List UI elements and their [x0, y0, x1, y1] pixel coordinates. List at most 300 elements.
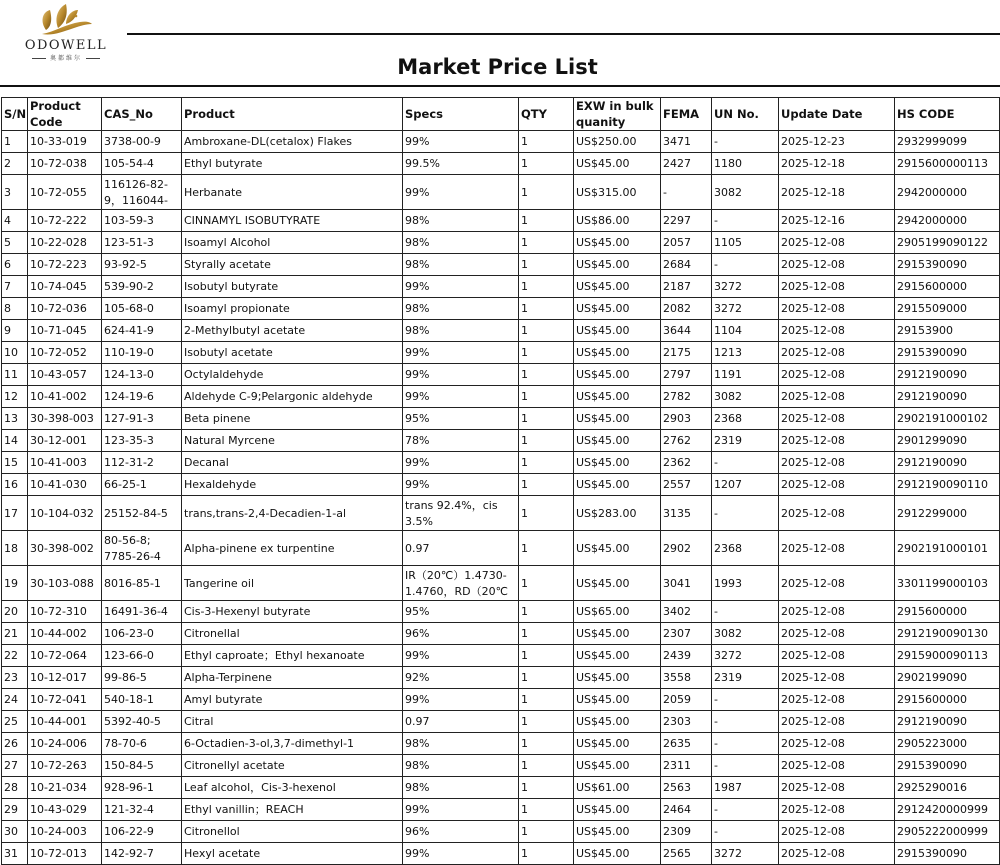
cell-hs-code: 2912190090 — [895, 364, 1000, 386]
column-header-un-no: UN No. — [712, 98, 779, 131]
cell-product-code: 10-43-029 — [28, 799, 102, 821]
cell-exw-price: US$45.00 — [574, 531, 661, 566]
cell-exw-price: US$45.00 — [574, 342, 661, 364]
cell-fema: 3135 — [661, 496, 712, 531]
cell-exw-price: US$45.00 — [574, 755, 661, 777]
cell-product: Alpha-pinene ex turpentine — [182, 531, 403, 566]
cell-exw-price: US$45.00 — [574, 298, 661, 320]
cell-specs: 99.5% — [403, 153, 519, 175]
cell-product: Decanal — [182, 452, 403, 474]
cell-product: 6-Octadien-3-ol,3,7-dimethyl-1 — [182, 733, 403, 755]
cell-exw-price: US$45.00 — [574, 386, 661, 408]
cell-product-code: 10-41-030 — [28, 474, 102, 496]
cell-exw-price: US$45.00 — [574, 667, 661, 689]
cell-product: Citronellyl acetate — [182, 755, 403, 777]
cell-sn: 30 — [2, 821, 28, 843]
column-header-fema: FEMA — [661, 98, 712, 131]
cell-exw-price: US$283.00 — [574, 496, 661, 531]
cell-exw-price: US$45.00 — [574, 623, 661, 645]
table-row — [2, 496, 1000, 531]
cell-hs-code: 2915600000 — [895, 276, 1000, 298]
cell-fema: 2902 — [661, 531, 712, 566]
cell-exw-price: US$250.00 — [574, 131, 661, 153]
cell-hs-code: 2915509000 — [895, 298, 1000, 320]
cell-hs-code: 2915600000 — [895, 601, 1000, 623]
cell-product: Natural Myrcene — [182, 430, 403, 452]
cell-qty: 1 — [519, 254, 574, 276]
cell-un-no: 1191 — [712, 364, 779, 386]
cell-sn: 29 — [2, 799, 28, 821]
table-row — [2, 601, 1000, 623]
cell-un-no: 1207 — [712, 474, 779, 496]
cell-qty: 1 — [519, 799, 574, 821]
cell-update-date: 2025-12-08 — [779, 777, 895, 799]
cell-un-no: 3082 — [712, 175, 779, 210]
table-body — [2, 131, 1000, 865]
cell-un-no: - — [712, 131, 779, 153]
cell-qty: 1 — [519, 452, 574, 474]
cell-update-date: 2025-12-08 — [779, 667, 895, 689]
cell-exw-price: US$65.00 — [574, 601, 661, 623]
cell-un-no: - — [712, 452, 779, 474]
cell-cas-no: 150-84-5 — [102, 755, 182, 777]
cell-update-date: 2025-12-08 — [779, 645, 895, 667]
cell-update-date: 2025-12-18 — [779, 153, 895, 175]
cell-qty: 1 — [519, 153, 574, 175]
cell-qty: 1 — [519, 342, 574, 364]
cell-un-no: 1213 — [712, 342, 779, 364]
cell-update-date: 2025-12-18 — [779, 175, 895, 210]
cell-fema: 2309 — [661, 821, 712, 843]
cell-exw-price: US$45.00 — [574, 733, 661, 755]
cell-qty: 1 — [519, 843, 574, 865]
cell-hs-code: 2915600000113 — [895, 153, 1000, 175]
cell-sn: 12 — [2, 386, 28, 408]
cell-cas-no: 928-96-1 — [102, 777, 182, 799]
cell-qty: 1 — [519, 408, 574, 430]
cell-specs: 99% — [403, 843, 519, 865]
cell-exw-price: US$45.00 — [574, 254, 661, 276]
cell-update-date: 2025-12-08 — [779, 364, 895, 386]
table-row — [2, 131, 1000, 153]
cell-cas-no: 539-90-2 — [102, 276, 182, 298]
cell-update-date: 2025-12-08 — [779, 276, 895, 298]
cell-un-no: 3082 — [712, 386, 779, 408]
cell-product-code: 10-41-003 — [28, 452, 102, 474]
table-row — [2, 175, 1000, 210]
page-title-text: Market Price List — [397, 55, 598, 79]
cell-product: Isoamyl propionate — [182, 298, 403, 320]
cell-fema: 2427 — [661, 153, 712, 175]
header-rule-top — [127, 33, 1000, 35]
cell-product: Beta pinene — [182, 408, 403, 430]
cell-sn: 21 — [2, 623, 28, 645]
cell-specs: 99% — [403, 342, 519, 364]
cell-update-date: 2025-12-08 — [779, 320, 895, 342]
cell-product: Isobutyl butyrate — [182, 276, 403, 298]
cell-sn: 3 — [2, 175, 28, 210]
cell-cas-no: 121-32-4 — [102, 799, 182, 821]
cell-specs: 95% — [403, 408, 519, 430]
cell-specs: 96% — [403, 623, 519, 645]
cell-cas-no: 105-54-4 — [102, 153, 182, 175]
cell-product-code: 10-74-045 — [28, 276, 102, 298]
cell-update-date: 2025-12-08 — [779, 531, 895, 566]
table-row — [2, 777, 1000, 799]
cell-cas-no: 124-13-0 — [102, 364, 182, 386]
cell-qty: 1 — [519, 645, 574, 667]
cell-un-no: 2368 — [712, 531, 779, 566]
cell-fema: 2082 — [661, 298, 712, 320]
cell-hs-code: 2915900090113 — [895, 645, 1000, 667]
column-header-specs: Specs — [403, 98, 519, 131]
cell-fema: 2307 — [661, 623, 712, 645]
table-row — [2, 711, 1000, 733]
cell-sn: 11 — [2, 364, 28, 386]
leaf-logo-icon — [36, 2, 92, 38]
cell-qty: 1 — [519, 755, 574, 777]
cell-product-code: 10-72-222 — [28, 210, 102, 232]
cell-update-date: 2025-12-08 — [779, 430, 895, 452]
cell-specs: 96% — [403, 821, 519, 843]
cell-fema: 2362 — [661, 452, 712, 474]
cell-cas-no: 540-18-1 — [102, 689, 182, 711]
cell-sn: 20 — [2, 601, 28, 623]
cell-product: Ambroxane-DL(cetalox) Flakes — [182, 131, 403, 153]
cell-exw-price: US$315.00 — [574, 175, 661, 210]
cell-un-no: - — [712, 733, 779, 755]
cell-product: trans,trans-2,4-Decadien-1-al — [182, 496, 403, 531]
cell-product: Octylaldehyde — [182, 364, 403, 386]
cell-sn: 26 — [2, 733, 28, 755]
table-header-row — [2, 98, 1000, 131]
cell-qty: 1 — [519, 430, 574, 452]
table-row — [2, 386, 1000, 408]
cell-fema: 2311 — [661, 755, 712, 777]
cell-qty: 1 — [519, 496, 574, 531]
cell-specs: 98% — [403, 320, 519, 342]
cell-hs-code: 2905199090122 — [895, 232, 1000, 254]
cell-hs-code: 2912299000 — [895, 496, 1000, 531]
cell-qty: 1 — [519, 821, 574, 843]
cell-cas-no: 5392-40-5 — [102, 711, 182, 733]
cell-exw-price: US$45.00 — [574, 364, 661, 386]
cell-specs: 0.97 — [403, 711, 519, 733]
cell-exw-price: US$45.00 — [574, 799, 661, 821]
cell-specs: 92% — [403, 667, 519, 689]
cell-hs-code: 2925290016 — [895, 777, 1000, 799]
cell-sn: 1 — [2, 131, 28, 153]
cell-un-no: - — [712, 689, 779, 711]
cell-exw-price: US$45.00 — [574, 689, 661, 711]
cell-cas-no: 105-68-0 — [102, 298, 182, 320]
cell-fema: - — [661, 175, 712, 210]
column-header-product: Product — [182, 98, 403, 131]
cell-hs-code: 2915390090 — [895, 843, 1000, 865]
table-row — [2, 799, 1000, 821]
column-header-sn: S/N — [2, 98, 28, 131]
cell-specs: 99% — [403, 799, 519, 821]
cell-fema: 2303 — [661, 711, 712, 733]
cell-fema: 2297 — [661, 210, 712, 232]
cell-qty: 1 — [519, 364, 574, 386]
table-row — [2, 755, 1000, 777]
table-row — [2, 566, 1000, 601]
brand-subtitle: 奥都维尔 — [8, 53, 124, 62]
cell-cas-no: 106-22-9 — [102, 821, 182, 843]
cell-un-no: - — [712, 254, 779, 276]
cell-hs-code: 2912190090110 — [895, 474, 1000, 496]
table-row — [2, 452, 1000, 474]
cell-fema: 2439 — [661, 645, 712, 667]
cell-product-code: 10-24-006 — [28, 733, 102, 755]
cell-cas-no: 112-31-2 — [102, 452, 182, 474]
cell-un-no: 3272 — [712, 276, 779, 298]
cell-qty: 1 — [519, 777, 574, 799]
cell-product: Citronellol — [182, 821, 403, 843]
cell-fema: 2557 — [661, 474, 712, 496]
cell-cas-no: 110-19-0 — [102, 342, 182, 364]
cell-exw-price: US$45.00 — [574, 276, 661, 298]
cell-specs: 98% — [403, 232, 519, 254]
cell-product: Herbanate — [182, 175, 403, 210]
cell-specs: 98% — [403, 254, 519, 276]
cell-sn: 19 — [2, 566, 28, 601]
cell-sn: 28 — [2, 777, 28, 799]
cell-cas-no: 93-92-5 — [102, 254, 182, 276]
cell-cas-no: 123-35-3 — [102, 430, 182, 452]
cell-un-no: 2319 — [712, 667, 779, 689]
cell-product: Ethyl caproate；Ethyl hexanoate — [182, 645, 403, 667]
cell-sn: 18 — [2, 531, 28, 566]
cell-specs: 98% — [403, 733, 519, 755]
cell-hs-code: 2912420000999 — [895, 799, 1000, 821]
cell-un-no: 3082 — [712, 623, 779, 645]
cell-qty: 1 — [519, 131, 574, 153]
cell-specs: 99% — [403, 689, 519, 711]
cell-sn: 13 — [2, 408, 28, 430]
cell-specs: 98% — [403, 298, 519, 320]
table-row — [2, 342, 1000, 364]
cell-exw-price: US$45.00 — [574, 430, 661, 452]
cell-cas-no: 16491-36-4 — [102, 601, 182, 623]
cell-update-date: 2025-12-08 — [779, 623, 895, 645]
table-row — [2, 210, 1000, 232]
cell-exw-price: US$45.00 — [574, 566, 661, 601]
cell-product-code: 10-72-013 — [28, 843, 102, 865]
cell-product: Alpha-Terpinene — [182, 667, 403, 689]
cell-product: Aldehyde C-9;Pelargonic aldehyde — [182, 386, 403, 408]
cell-fema: 2175 — [661, 342, 712, 364]
cell-hs-code: 2942000000 — [895, 210, 1000, 232]
cell-cas-no: 116126-82-9，116044- — [102, 175, 182, 210]
cell-un-no: - — [712, 711, 779, 733]
page-title — [0, 55, 1000, 79]
column-header-exw-price: EXW in bulk quanity — [574, 98, 661, 131]
cell-update-date: 2025-12-08 — [779, 843, 895, 865]
cell-un-no: 3272 — [712, 645, 779, 667]
cell-update-date: 2025-12-08 — [779, 408, 895, 430]
cell-specs: IR（20℃）1.4730-1.4760，RD（20℃ — [403, 566, 519, 601]
cell-product-code: 10-41-002 — [28, 386, 102, 408]
cell-specs: 0.97 — [403, 531, 519, 566]
column-header-product-code: Product Code — [28, 98, 102, 131]
cell-update-date: 2025-12-23 — [779, 131, 895, 153]
cell-specs: 99% — [403, 364, 519, 386]
cell-product: Citronellal — [182, 623, 403, 645]
cell-un-no: 1993 — [712, 566, 779, 601]
cell-product: Amyl butyrate — [182, 689, 403, 711]
cell-un-no: - — [712, 601, 779, 623]
cell-un-no: - — [712, 799, 779, 821]
cell-specs: 99% — [403, 175, 519, 210]
cell-sn: 4 — [2, 210, 28, 232]
cell-exw-price: US$45.00 — [574, 153, 661, 175]
cell-fema: 2782 — [661, 386, 712, 408]
cell-product-code: 10-44-002 — [28, 623, 102, 645]
cell-cas-no: 99-86-5 — [102, 667, 182, 689]
cell-exw-price: US$45.00 — [574, 320, 661, 342]
column-header-update-date: Update Date — [779, 98, 895, 131]
cell-hs-code: 2902199090 — [895, 667, 1000, 689]
cell-fema: 3644 — [661, 320, 712, 342]
cell-qty: 1 — [519, 276, 574, 298]
cell-exw-price: US$45.00 — [574, 452, 661, 474]
cell-sn: 7 — [2, 276, 28, 298]
cell-product-code: 10-72-052 — [28, 342, 102, 364]
cell-sn: 8 — [2, 298, 28, 320]
cell-update-date: 2025-12-08 — [779, 452, 895, 474]
cell-update-date: 2025-12-08 — [779, 566, 895, 601]
table-row — [2, 430, 1000, 452]
cell-product: Isoamyl Alcohol — [182, 232, 403, 254]
cell-specs: 98% — [403, 755, 519, 777]
column-header-hs-code: HS CODE — [895, 98, 1000, 131]
header-rule-bottom — [0, 85, 1000, 87]
cell-cas-no: 142-92-7 — [102, 843, 182, 865]
cell-update-date: 2025-12-08 — [779, 474, 895, 496]
cell-exw-price: US$45.00 — [574, 821, 661, 843]
table-row — [2, 153, 1000, 175]
cell-product-code: 30-103-088 — [28, 566, 102, 601]
cell-sn: 23 — [2, 667, 28, 689]
cell-specs: 99% — [403, 645, 519, 667]
cell-sn: 9 — [2, 320, 28, 342]
cell-un-no: - — [712, 755, 779, 777]
cell-hs-code: 2915600000 — [895, 689, 1000, 711]
cell-product: Styrally acetate — [182, 254, 403, 276]
column-header-qty: QTY — [519, 98, 574, 131]
cell-product-code: 10-22-028 — [28, 232, 102, 254]
cell-un-no: 1105 — [712, 232, 779, 254]
cell-qty: 1 — [519, 298, 574, 320]
cell-hs-code: 2912190090130 — [895, 623, 1000, 645]
cell-fema: 2057 — [661, 232, 712, 254]
cell-exw-price: US$86.00 — [574, 210, 661, 232]
cell-qty: 1 — [519, 566, 574, 601]
cell-cas-no: 106-23-0 — [102, 623, 182, 645]
cell-product: Ethyl butyrate — [182, 153, 403, 175]
cell-product: Hexyl acetate — [182, 843, 403, 865]
cell-product-code: 30-398-002 — [28, 531, 102, 566]
cell-fema: 3471 — [661, 131, 712, 153]
cell-specs: 99% — [403, 474, 519, 496]
cell-qty: 1 — [519, 210, 574, 232]
cell-un-no: 1180 — [712, 153, 779, 175]
cell-product-code: 10-72-223 — [28, 254, 102, 276]
cell-product-code: 10-33-019 — [28, 131, 102, 153]
cell-qty: 1 — [519, 386, 574, 408]
cell-product-code: 10-72-041 — [28, 689, 102, 711]
cell-qty: 1 — [519, 474, 574, 496]
cell-sn: 6 — [2, 254, 28, 276]
cell-cas-no: 80-56-8; 7785-26-4 — [102, 531, 182, 566]
cell-fema: 2187 — [661, 276, 712, 298]
cell-cas-no: 124-19-6 — [102, 386, 182, 408]
cell-specs: 98% — [403, 210, 519, 232]
cell-update-date: 2025-12-08 — [779, 386, 895, 408]
cell-cas-no: 103-59-3 — [102, 210, 182, 232]
cell-qty: 1 — [519, 601, 574, 623]
cell-specs: 98% — [403, 777, 519, 799]
cell-specs: 78% — [403, 430, 519, 452]
cell-product-code: 10-12-017 — [28, 667, 102, 689]
cell-qty: 1 — [519, 232, 574, 254]
cell-fema: 3402 — [661, 601, 712, 623]
cell-sn: 31 — [2, 843, 28, 865]
cell-qty: 1 — [519, 733, 574, 755]
cell-cas-no: 25152-84-5 — [102, 496, 182, 531]
cell-specs: 99% — [403, 131, 519, 153]
cell-product: 2-Methylbutyl acetate — [182, 320, 403, 342]
cell-hs-code: 2915390090 — [895, 342, 1000, 364]
cell-un-no: - — [712, 821, 779, 843]
cell-exw-price: US$45.00 — [574, 645, 661, 667]
cell-hs-code: 2901299090 — [895, 430, 1000, 452]
cell-fema: 2635 — [661, 733, 712, 755]
cell-update-date: 2025-12-08 — [779, 733, 895, 755]
table-row — [2, 320, 1000, 342]
cell-specs: 99% — [403, 276, 519, 298]
cell-update-date: 2025-12-08 — [779, 232, 895, 254]
cell-sn: 15 — [2, 452, 28, 474]
cell-fema: 2565 — [661, 843, 712, 865]
cell-product: CINNAMYL ISOBUTYRATE — [182, 210, 403, 232]
cell-cas-no: 127-91-3 — [102, 408, 182, 430]
cell-cas-no: 123-51-3 — [102, 232, 182, 254]
cell-sn: 10 — [2, 342, 28, 364]
cell-product: Leaf alcohol，Cis-3-hexenol — [182, 777, 403, 799]
cell-hs-code: 2905222000999 — [895, 821, 1000, 843]
cell-sn: 5 — [2, 232, 28, 254]
cell-exw-price: US$45.00 — [574, 711, 661, 733]
cell-update-date: 2025-12-08 — [779, 755, 895, 777]
cell-hs-code: 2912190090 — [895, 711, 1000, 733]
cell-product-code: 10-72-036 — [28, 298, 102, 320]
cell-sn: 27 — [2, 755, 28, 777]
cell-fema: 2563 — [661, 777, 712, 799]
cell-specs: 99% — [403, 452, 519, 474]
cell-product-code: 10-24-003 — [28, 821, 102, 843]
cell-sn: 14 — [2, 430, 28, 452]
table-row — [2, 298, 1000, 320]
cell-update-date: 2025-12-08 — [779, 711, 895, 733]
cell-sn: 17 — [2, 496, 28, 531]
cell-un-no: 3272 — [712, 843, 779, 865]
cell-product: Ethyl vanillin；REACH — [182, 799, 403, 821]
cell-update-date: 2025-12-08 — [779, 254, 895, 276]
table-row — [2, 364, 1000, 386]
